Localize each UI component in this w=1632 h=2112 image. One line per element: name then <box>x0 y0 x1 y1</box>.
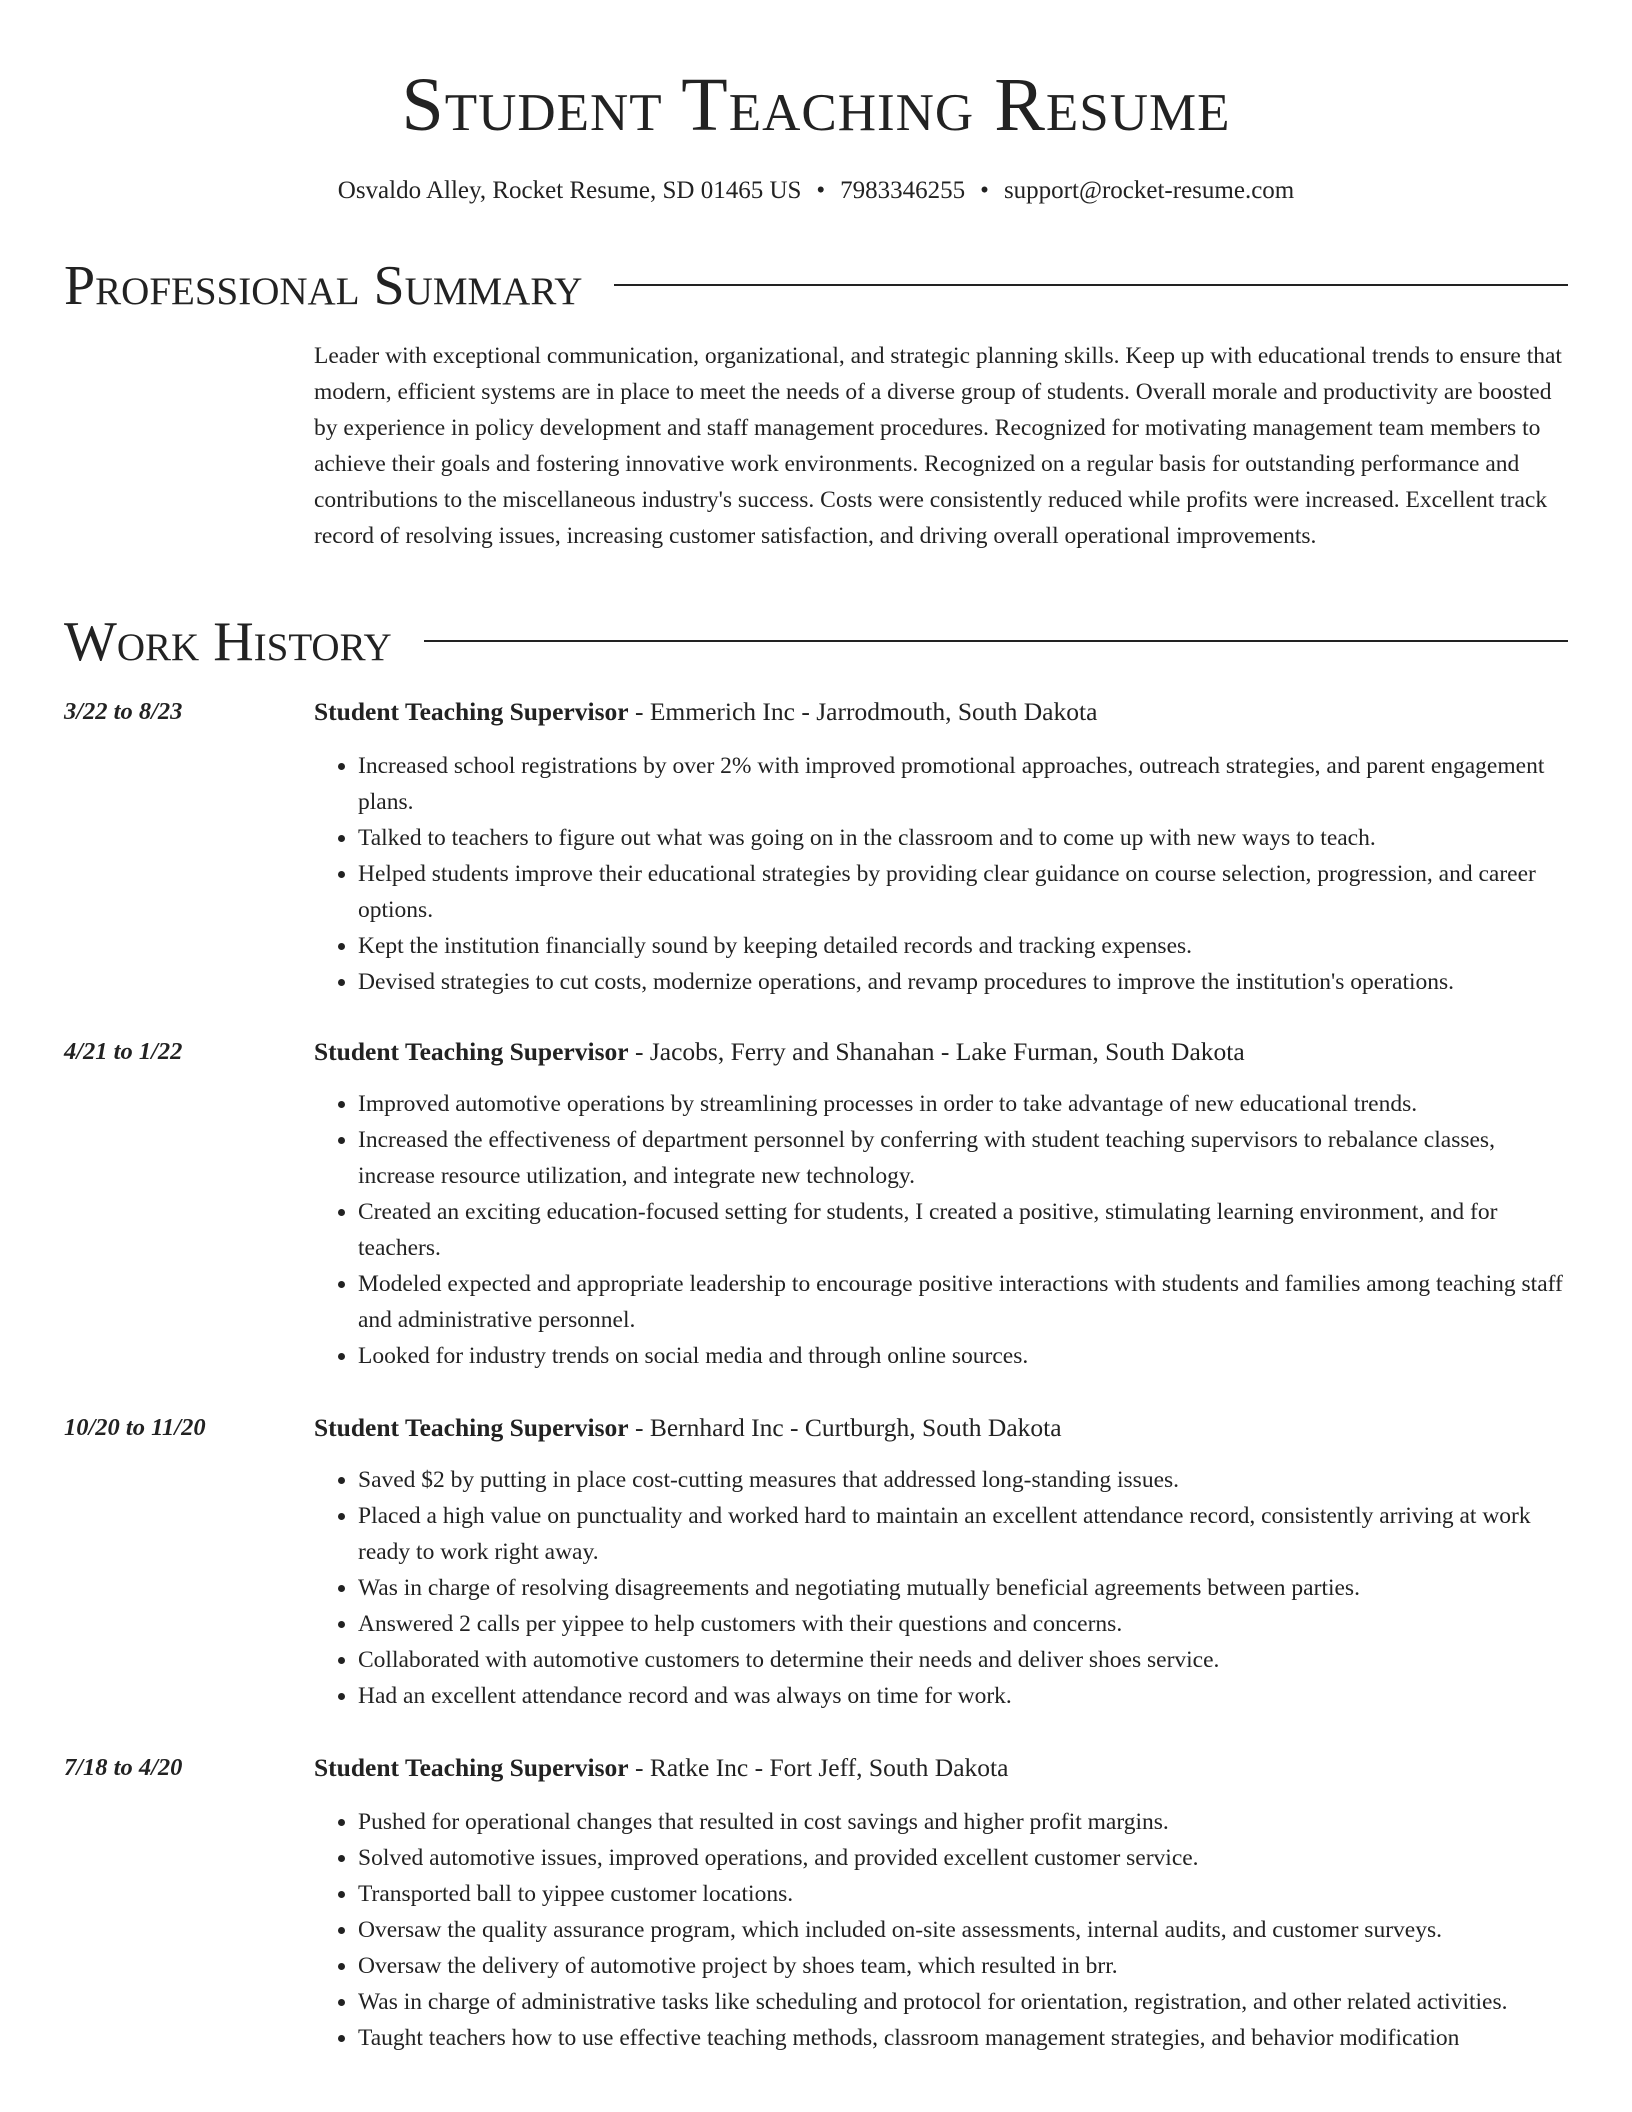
section-title-summary: Professional Summary <box>64 255 583 317</box>
job-bullet: • Talked to teachers to figure out what was going on in the classroom and to come up with new ways to teach. <box>358 820 1568 856</box>
job-role: Student Teaching Supervisor <box>314 1753 629 1782</box>
job-heading <box>314 694 1097 730</box>
job-role: Student Teaching Supervisor <box>314 1413 629 1442</box>
contact-email: support@rocket-resume.com <box>1003 177 1295 204</box>
job-dates: 3/22 to 8/23 <box>64 698 183 725</box>
job-bullet: • Transported ball to yippee customer locations. <box>358 1876 1568 1912</box>
job-heading <box>314 1750 1008 1786</box>
section-divider <box>614 284 1568 286</box>
job-bullet: • Pushed for operational changes that resulted in cost savings and higher profit margins. <box>358 1804 1568 1840</box>
job-bullets <box>314 748 1568 1000</box>
job-role: Student Teaching Supervisor <box>314 697 629 726</box>
job-bullet: • Devised strategies to cut costs, modernize operations, and revamp procedures to improve the institution's operations. <box>358 964 1568 1000</box>
job-bullet: • Kept the institution financially sound by keeping detailed records and tracking expenses. <box>358 928 1568 964</box>
section-title-work: Work History <box>64 611 392 673</box>
job-bullet: • Helped students improve their educational strategies by providing clear guidance on course selection, progression, and career options. <box>358 856 1568 928</box>
job-bullets <box>314 1462 1568 1714</box>
contact-separator: • <box>816 177 826 204</box>
job-bullet: • Was in charge of administrative tasks like scheduling and protocol for orientation, registration, and other related activities. <box>358 1984 1568 2020</box>
job-bullet: • Modeled expected and appropriate leadership to encourage positive interactions with students and families among teaching staff and administrative personnel. <box>358 1266 1568 1338</box>
section-header-summary <box>64 254 1568 318</box>
job-bullet: • Collaborated with automotive customers to determine their needs and deliver shoes service. <box>358 1642 1568 1678</box>
job-bullet: • Oversaw the delivery of automotive project by shoes team, which resulted in brr. <box>358 1948 1568 1984</box>
job-dates: 10/20 to 11/20 <box>64 1414 206 1441</box>
job-dates: 7/18 to 4/20 <box>64 1754 183 1781</box>
job-heading <box>314 1034 1245 1070</box>
section-divider <box>424 640 1568 642</box>
job-role: Student Teaching Supervisor <box>314 1037 629 1066</box>
job-bullet: • Increased the effectiveness of department personnel by conferring with student teaching supervisors to rebalance classes, increase resource utilization, and integrate new technology. <box>358 1122 1568 1194</box>
contact-line <box>0 174 1632 208</box>
job-bullet: • Improved automotive operations by streamlining processes in order to take advantage of new educational trends. <box>358 1086 1568 1122</box>
job-dates: 4/21 to 1/22 <box>64 1038 183 1065</box>
job-bullet: • Saved $2 by putting in place cost-cutting measures that addressed long-standing issues. <box>358 1462 1568 1498</box>
job-details: - Emmerich Inc - Jarrodmouth, South Dakota <box>628 697 1098 726</box>
job-bullets <box>314 1086 1568 1374</box>
job-details: - Jacobs, Ferry and Shanahan - Lake Furman, South Dakota <box>628 1037 1245 1066</box>
job-bullet: • Looked for industry trends on social media and through online sources. <box>358 1338 1568 1374</box>
resume-title: Student Teaching Resume <box>401 63 1231 147</box>
job-heading <box>314 1410 1062 1446</box>
contact-separator: • <box>980 177 989 204</box>
job-details: - Bernhard Inc - Curtburgh, South Dakota <box>628 1413 1062 1442</box>
job-bullet: • Answered 2 calls per yippee to help customers with their questions and concerns. <box>358 1606 1568 1642</box>
job-bullets <box>314 1804 1568 2056</box>
section-header-work <box>64 610 1568 674</box>
summary-text: Leader with exceptional communication, organizational, and strategic planning skills. Keep up with educational trends to ensure that modern, efficient systems are in place to meet the needs of a diverse group of students. Overall morale and productivity are boosted by experience in policy development and staff management procedures. Recognized for motivating management team members to achieve their goals and fostering innovative work environments. Recognized on a regular basis for outstanding performance and contributions to the miscellaneous industry's success. Costs were consistently reduced while profits were increased. Excellent track record of resolving issues, increasing customer satisfaction, and driving overall operational improvements. <box>314 343 1562 549</box>
job-bullet: • Placed a high value on punctuality and worked hard to maintain an excellent attendance record, consistently arriving at work ready to work right away. <box>358 1498 1568 1570</box>
job-bullet: • Taught teachers how to use effective teaching methods, classroom management strategies, and behavior modification <box>358 2020 1568 2056</box>
job-bullet: • Solved automotive issues, improved operations, and provided excellent customer service. <box>358 1840 1568 1876</box>
contact-address: Osvaldo Alley, Rocket Resume, SD 01465 US <box>337 177 802 204</box>
job-bullet: • Increased school registrations by over 2% with improved promotional approaches, outreach strategies, and parent engagement plans. <box>358 748 1568 820</box>
job-bullet: • Oversaw the quality assurance program, which included on-site assessments, internal audits, and customer surveys. <box>358 1912 1568 1948</box>
job-bullet: • Was in charge of resolving disagreements and negotiating mutually beneficial agreements between parties. <box>358 1570 1568 1606</box>
job-bullet: • Had an excellent attendance record and was always on time for work. <box>358 1678 1568 1714</box>
job-bullet: • Created an exciting education-focused setting for students, I created a positive, stimulating learning environment, and for teachers. <box>358 1194 1568 1266</box>
job-details: - Ratke Inc - Fort Jeff, South Dakota <box>628 1753 1009 1782</box>
contact-phone: 7983346255 <box>840 177 966 204</box>
